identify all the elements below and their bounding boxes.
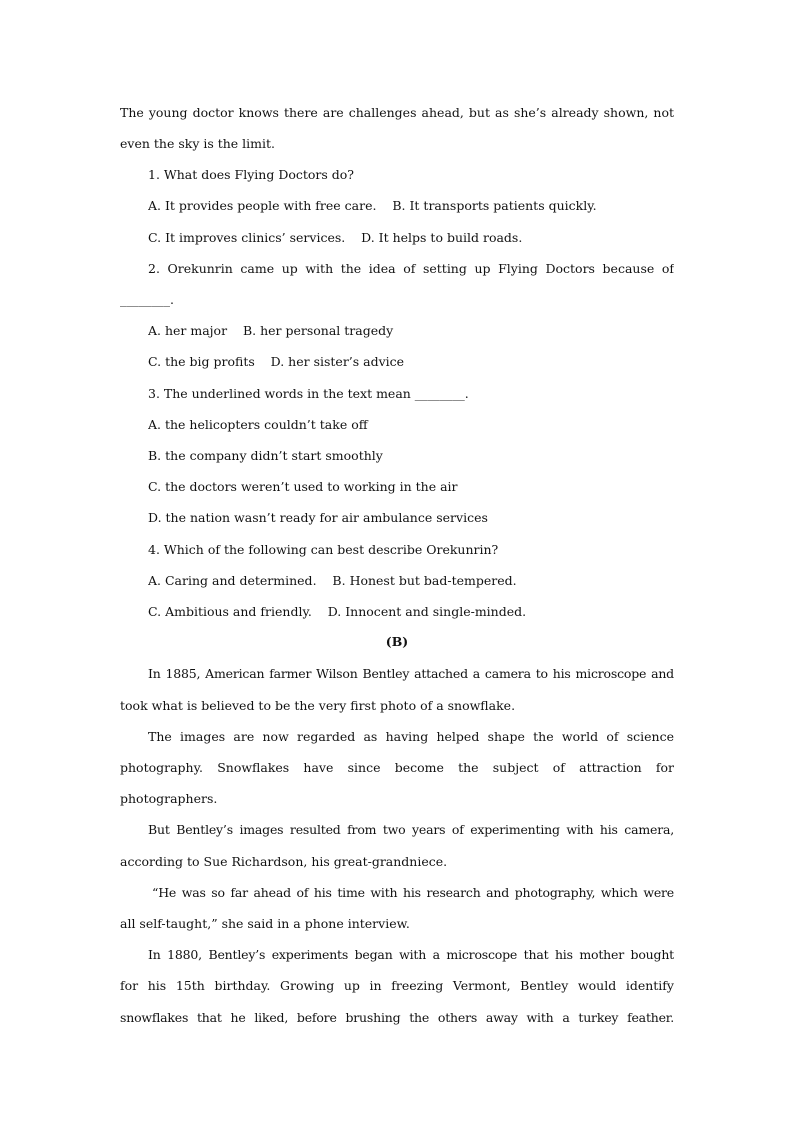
passage-line: But Bentley’s images resulted from two years of experimenting with his camera, [148, 822, 674, 837]
question-4: 4. Which of the following can best describe Orekunrin? [148, 542, 499, 557]
question-3-option-d: D. the nation wasn’t ready for air ambulance services [148, 510, 488, 525]
question-3-option-c: C. the doctors weren’t used to working in the air [148, 479, 458, 494]
question-4-options-ab: A. Caring and determined. B. Honest but bad-tempered. [148, 573, 517, 588]
passage-line: even the sky is the limit. [120, 136, 276, 151]
passage-line: The images are now regarded as having helped shape the world of science [148, 729, 674, 744]
passage-line: all self-taught,” she said in a phone interview. [120, 916, 410, 931]
passage-line: In 1880, Bentley’s experiments began with a microscope that his mother bought [148, 947, 674, 962]
question-4-options-cd: C. Ambitious and friendly. D. Innocent and single-minded. [148, 604, 527, 619]
question-1: 1. What does Flying Doctors do? [148, 167, 355, 182]
passage-line: photography. Snowflakes have since become the subject of attraction for [120, 760, 674, 775]
question-3: 3. The underlined words in the text mean ________. [148, 386, 469, 401]
question-2-options-ab: A. her major B. her personal tragedy [148, 323, 394, 338]
question-2-options-cd: C. the big profits D. her sister’s advice [148, 354, 405, 369]
question-1-options-ab: A. It provides people with free care. B. It transports patients quickly. [148, 198, 597, 213]
question-3-option-a: A. the helicopters couldn’t take off [148, 417, 368, 432]
passage-line: took what is believed to be the very first photo of a snowflake. [120, 698, 516, 713]
passage-line: photographers. [120, 791, 218, 806]
passage-line: In 1885, American farmer Wilson Bentley attached a camera to his microscope and [148, 666, 674, 681]
passage-line: snowflakes that he liked, before brushing the others away with a turkey feather. [120, 1010, 674, 1025]
question-3-option-b: B. the company didn’t start smoothly [148, 448, 383, 463]
passage-line: “He was so far ahead of his time with his research and photography, which were [152, 885, 674, 900]
passage-line: for his 15th birthday. Growing up in freezing Vermont, Bentley would identify [120, 978, 674, 993]
question-1-options-cd: C. It improves clinics’ services. D. It helps to build roads. [148, 230, 523, 245]
question-2: 2. Orekunrin came up with the idea of setting up Flying Doctors because of [148, 261, 674, 276]
question-2-blank: ________. [120, 292, 174, 307]
passage-line: according to Sue Richardson, his great-grandniece. [120, 854, 448, 869]
passage-line: The young doctor knows there are challenges ahead, but as she’s already shown, not [120, 105, 674, 120]
section-heading: (B) [385, 634, 409, 649]
